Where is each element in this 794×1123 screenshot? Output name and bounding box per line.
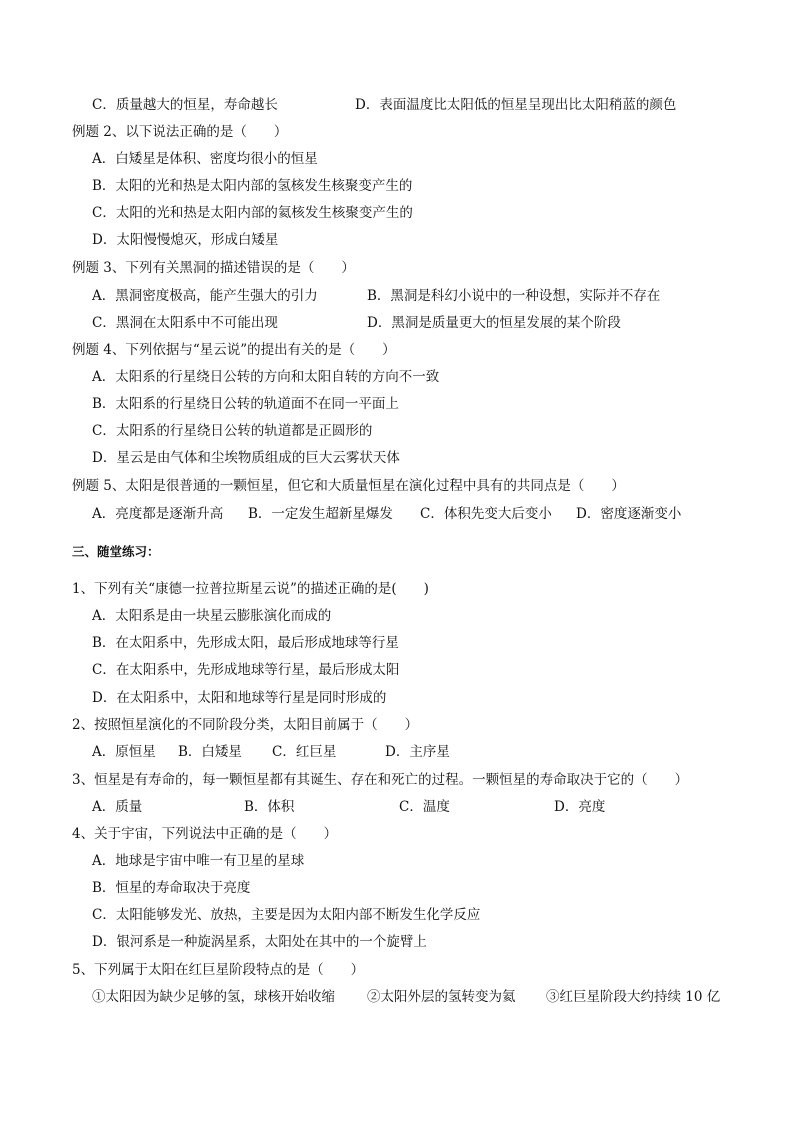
option-c: C．质量越大的恒星，寿命越长 — [92, 97, 278, 113]
example-4-option-c: C．太阳系的行星绕日公转的轨道都是正圆形的 — [92, 423, 373, 439]
practice-3-option-d: D．亮度 — [554, 799, 606, 815]
practice-4-option-d: D．银河系是一种旋涡星系，太阳处在其中的一个旋臂上 — [92, 934, 427, 950]
example-3-option-d: D．黑洞是质量更大的恒星发展的某个阶段 — [367, 315, 621, 331]
practice-5-statements — [0, 988, 794, 1006]
example-3-question: 例题 3、下列有关黑洞的描述错误的是（ ） — [72, 260, 355, 276]
practice-5-statement-2: ②太阳外层的氢转变为氦 — [367, 989, 516, 1005]
example-4-option-b: B．太阳系的行星绕日公转的轨道面不在同一平面上 — [92, 396, 399, 412]
practice-2-option-c: C．红巨星 — [272, 744, 337, 760]
example-3-options-row1 — [0, 287, 794, 305]
example-5-option-a: A．亮度都是逐渐升高 — [92, 506, 224, 522]
example-4-question: 例题 4、下列依据与“星云说”的提出有关的是（ ） — [72, 342, 396, 358]
example-2-option-c: C．太阳的光和热是太阳内部的氦核发生核聚变产生的 — [92, 205, 413, 221]
example-3-option-b: B．黑洞是科幻小说中的一种设想，实际并不存在 — [367, 288, 661, 304]
example-3-option-a: A．黑洞密度极高，能产生强大的引力 — [92, 288, 318, 304]
practice-1-option-b: B．在太阳系中，先形成太阳，最后形成地球等行星 — [92, 635, 399, 651]
prev-question-options — [0, 96, 794, 114]
example-5-option-b: B．一定发生超新星爆发 — [248, 506, 393, 522]
practice-4-question: 4、关于宇宙，下列说法中正确的是（ ） — [72, 826, 338, 842]
option-d: D．表面温度比太阳低的恒星呈现出比太阳稍蓝的颜色 — [355, 97, 677, 113]
practice-3-option-c: C．温度 — [399, 799, 450, 815]
example-2-option-d: D．太阳慢慢熄灭，形成白矮星 — [92, 232, 279, 248]
practice-1-option-a: A．太阳系是由一块星云膨胀演化而成的 — [92, 608, 332, 624]
example-4-option-a: A．太阳系的行星绕日公转的方向和太阳自转的方向不一致 — [92, 369, 440, 385]
section-title: 三、随堂练习： — [72, 544, 160, 559]
practice-2-option-a: A．原恒星 — [92, 744, 156, 760]
practice-2-option-b: B．白矮星 — [178, 744, 242, 760]
practice-3-options — [0, 798, 794, 816]
practice-1-option-c: C．在太阳系中，先形成地球等行星，最后形成太阳 — [92, 662, 400, 678]
practice-2-options — [0, 743, 794, 761]
example-5-options — [0, 505, 794, 523]
practice-5-statement-1: ①太阳因为缺少足够的氢，球核开始收缩 — [92, 989, 335, 1005]
practice-3-option-b: B．体积 — [244, 799, 295, 815]
practice-4-option-a: A．地球是宇宙中唯一有卫星的星球 — [92, 853, 305, 869]
practice-2-question: 2、按照恒星演化的不同阶段分类，太阳目前属于（ ） — [72, 717, 419, 733]
example-2-option-b: B．太阳的光和热是太阳内部的氢核发生核聚变产生的 — [92, 178, 413, 194]
practice-1-option-d: D．在太阳系中，太阳和地球等行星是同时形成的 — [92, 690, 387, 706]
example-3-options-row2 — [0, 314, 794, 332]
example-4-option-d: D．星云是由气体和尘埃物质组成的巨大云雾状天体 — [92, 450, 400, 466]
practice-5-question: 5、下列属于太阳在红巨星阶段特点的是（ ） — [72, 962, 365, 978]
example-2-option-a: A．白矮星是体积、密度均很小的恒星 — [92, 151, 318, 167]
practice-4-option-b: B．恒星的寿命取决于亮度 — [92, 880, 251, 896]
practice-4-option-c: C．太阳能够发光、放热，主要是因为太阳内部不断发生化学反应 — [92, 907, 481, 923]
practice-2-option-d: D．主序星 — [385, 744, 450, 760]
practice-3-option-a: A．质量 — [92, 799, 143, 815]
practice-3-question: 3、恒星是有寿命的，每一颗恒星都有其诞生、存在和死亡的过程。一颗恒星的寿命取决于它的（ ） — [72, 772, 689, 788]
example-3-option-c: C．黑洞在太阳系中不可能出现 — [92, 315, 278, 331]
practice-1-question: 1、下列有关“康德一拉普拉斯星云说”的描述正确的是( ) — [72, 581, 429, 597]
practice-5-statement-3: ③红巨星阶段大约持续 10 亿 — [546, 989, 721, 1005]
example-5-question: 例题 5、太阳是很普通的一颗恒星，但它和大质量恒星在演化过程中具有的共同点是（ ） — [72, 478, 625, 494]
example-5-option-d: D．密度逐渐变小 — [576, 506, 682, 522]
example-2-question: 例题 2、以下说法正确的是（ ） — [72, 124, 288, 140]
example-5-option-c: C．体积先变大后变小 — [420, 506, 552, 522]
